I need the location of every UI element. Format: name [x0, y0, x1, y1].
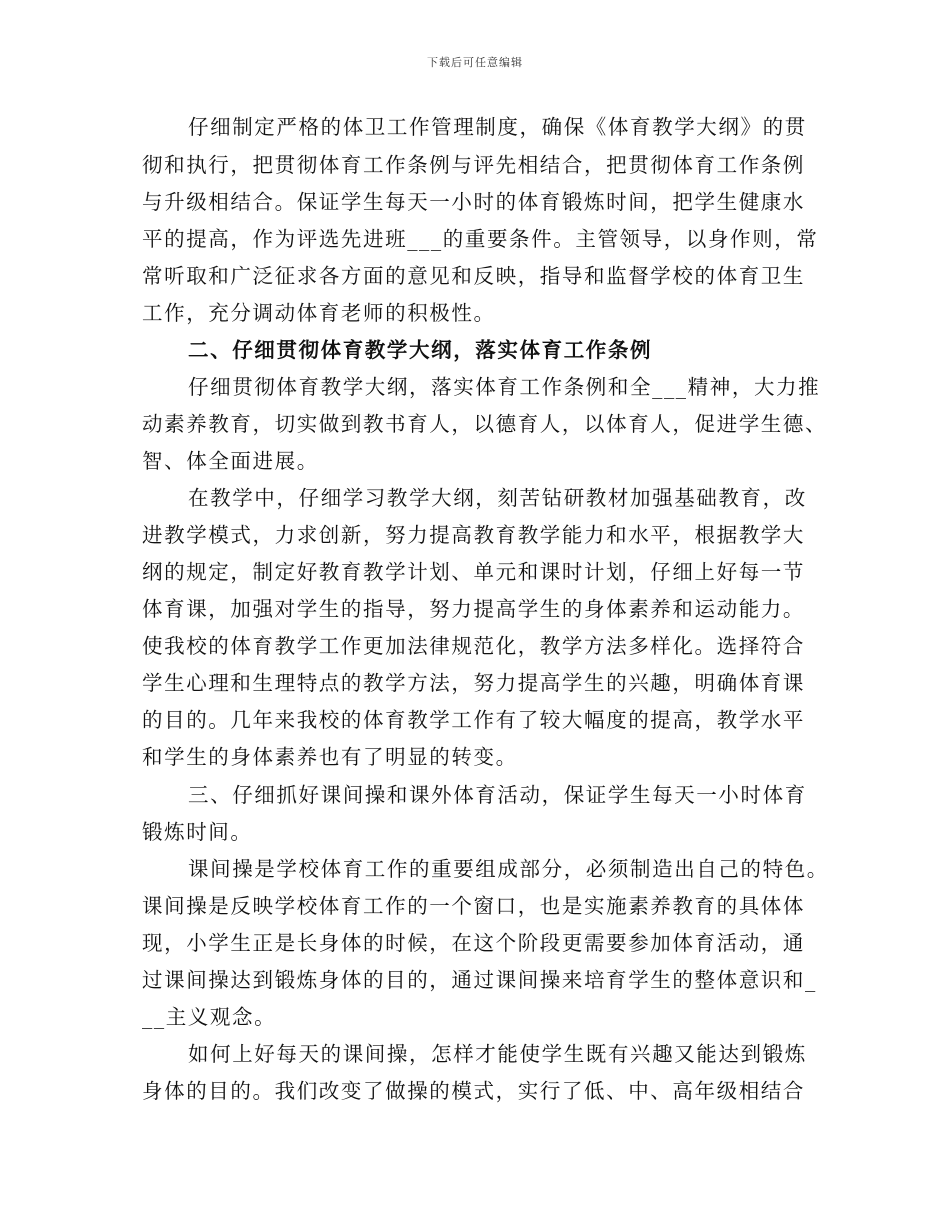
- text-line: 常听取和广泛征求各方面的意见和反映，指导和监督学校的体育卫生: [142, 264, 805, 288]
- text-line: 彻和执行，把贯彻体育工作条例与评先相结合，把贯彻体育工作条例: [142, 153, 805, 177]
- text-line: 平的提高，作为评选先进班___的重要条件。主管领导，以身作则，常: [142, 227, 819, 251]
- text-line: 在教学中，仔细学习教学大纲，刻苦钻研教材加强基础教育，改: [188, 486, 807, 510]
- text-line: 使我校的体育教学工作更加法律规范化，教学方法多样化。选择符合: [142, 634, 805, 658]
- text-line: 过课间操达到锻炼身体的目的，通过课间操来培育学生的整体意识和_: [142, 968, 817, 992]
- section-heading: 二、仔细贯彻体育教学大纲，落实体育工作条例: [188, 338, 653, 362]
- text-line: 身体的目的。我们改变了做操的模式，实行了低、中、高年级相结合: [142, 1079, 805, 1103]
- text-line: 锻炼时间。: [142, 820, 253, 844]
- text-line: 进教学模式，力求创新，努力提高教育教学能力和水平，根据教学大: [142, 523, 805, 547]
- text-line: __主义观念。: [142, 1005, 277, 1029]
- text-line: 学生心理和生理特点的教学方法，努力提高学生的兴趣，明确体育课: [142, 671, 805, 695]
- text-line: 智、体全面进展。: [142, 449, 319, 473]
- text-line: 纲的规定，制定好教育教学计划、单元和课时计划，仔细上好每一节: [142, 560, 805, 584]
- page-header: 下载后可任意编辑: [427, 56, 523, 69]
- text-line: 的目的。几年来我校的体育教学工作有了较大幅度的提高，教学水平: [142, 708, 805, 732]
- text-line: 课间操是学校体育工作的重要组成部分，必须制造出自己的特色。: [188, 857, 829, 881]
- section-heading: 三、仔细抓好课间操和课外体育活动，保证学生每天一小时体育: [188, 783, 807, 807]
- text-line: 和学生的身体素养也有了明显的转变。: [142, 745, 518, 769]
- text-line: 动素养教育，切实做到教书育人，以德育人，以体育人，促进学生德、: [142, 412, 828, 436]
- text-line: 体育课，加强对学生的指导，努力提高学生的身体素养和运动能力。: [142, 597, 805, 621]
- text-line: 工作，充分调动体育老师的积极性。: [142, 301, 496, 325]
- text-line: 现，小学生正是长身体的时候，在这个阶段更需要参加体育活动，通: [142, 931, 805, 955]
- text-line: 如何上好每天的课间操，怎样才能使学生既有兴趣又能达到锻炼: [188, 1042, 807, 1066]
- text-line: 课间操是反映学校体育工作的一个窗口，也是实施素养教育的具体体: [142, 894, 805, 918]
- text-line: 仔细制定严格的体卫工作管理制度，确保《体育教学大纲》的贯: [188, 115, 807, 139]
- text-line: 仔细贯彻体育教学大纲，落实体育工作条例和全___精神，大力推: [188, 375, 821, 399]
- text-line: 与升级相结合。保证学生每天一小时的体育锻炼时间，把学生健康水: [142, 190, 805, 214]
